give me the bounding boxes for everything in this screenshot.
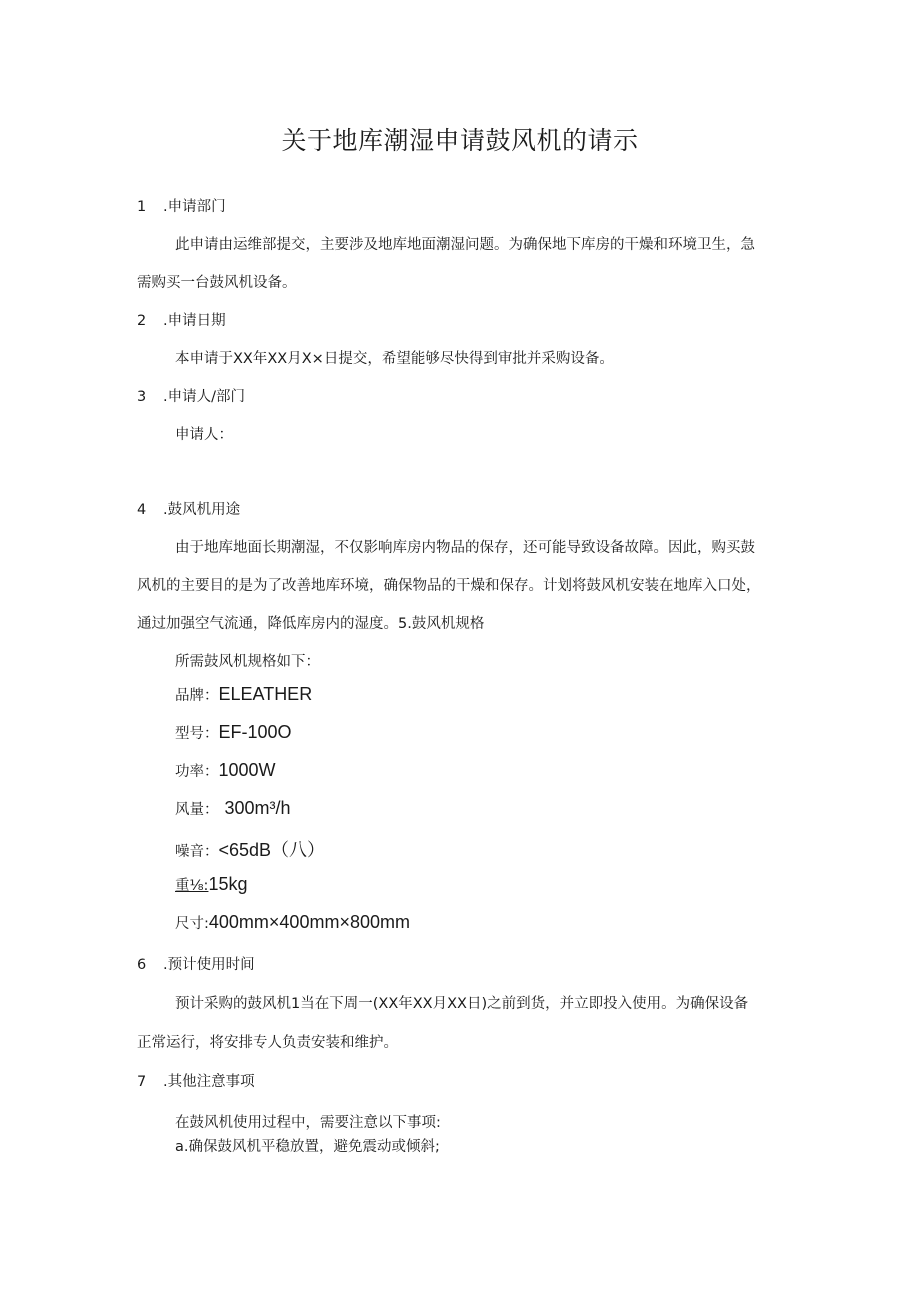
- spec-model-label: 型号：: [175, 726, 219, 742]
- spec-airflow: [175, 798, 291, 819]
- section-1-paragraph-line-1: 此申请由运维部提交，主要涉及地库地面潮湿问题。为确保地下库房的干燥和环境卫生，急: [175, 237, 755, 253]
- section-3-heading: [137, 385, 245, 406]
- spec-airflow-label: 风量：: [175, 802, 219, 818]
- spec-size: [175, 912, 410, 933]
- section-4-paragraph-line-1: 由于地库地面长期潮湿，不仅影响库房内物品的保存，还可能导致设备故障。因此，购买鼓: [175, 540, 755, 556]
- spec-weight-value: 15kg: [208, 874, 248, 894]
- section-2-paragraph: 本申请于XX年XX月X×日提交，希望能够尽快得到审批并采购设备。: [175, 351, 614, 367]
- section-6-paragraph-line-1: 预计采购的鼓风机1当在下周一(XX年XX月XX日)之前到货，并立即投入使用。为确保设备: [175, 996, 749, 1012]
- section-4-paragraph-line-2: 风机的主要目的是为了改善地库环境，确保物品的干燥和保存。计划将鼓风机安装在地库入口处，: [137, 578, 761, 594]
- section-4-heading: [137, 498, 240, 519]
- spec-airflow-value: 300m³/h: [224, 798, 291, 818]
- spec-brand: [175, 684, 312, 705]
- spec-weight-label: 重⅛:: [175, 878, 209, 894]
- section-2-number: 2: [137, 313, 147, 329]
- section-1-paragraph-line-2: 需购买一台鼓风机设备。: [137, 275, 297, 291]
- section-3-number: 3: [137, 389, 147, 405]
- section-2-heading: [137, 309, 226, 330]
- spec-noise: [175, 836, 325, 862]
- section-6-heading: [137, 953, 255, 974]
- section-7-item-a: a.确保鼓风机平稳放置，避免震动或倾斜;: [175, 1139, 440, 1155]
- section-3-title: .申请人/部门: [163, 389, 245, 405]
- spec-intro: 所需鼓风机规格如下：: [175, 654, 320, 670]
- spec-size-label: 尺寸:: [175, 916, 209, 932]
- spec-power-label: 功率：: [175, 764, 219, 780]
- document-title: 关于地库潮湿申请鼓风机的请示: [281, 126, 639, 155]
- section-7-number: 7: [137, 1074, 147, 1090]
- section-4-title: .鼓风机用途: [163, 502, 241, 518]
- spec-model-value: EF-100O: [218, 722, 292, 742]
- section-7-paragraph-line-1: 在鼓风机使用过程中，需要注意以下事项:: [175, 1115, 441, 1131]
- applicant-label: 申请人：: [175, 427, 233, 443]
- spec-power: [175, 760, 276, 781]
- spec-noise-value: <65dB（八）: [218, 840, 326, 860]
- spec-brand-label: 品牌：: [175, 688, 219, 704]
- spec-brand-value: ELEATHER: [218, 684, 313, 704]
- section-4-number: 4: [137, 502, 147, 518]
- section-1-heading: [137, 195, 226, 216]
- section-7-heading: [137, 1070, 255, 1091]
- spec-size-value: 400mm×400mm×800mm: [208, 912, 410, 932]
- spec-power-value: 1000W: [218, 760, 276, 780]
- section-6-paragraph-line-2: 正常运行，将安排专人负责安装和维护。: [137, 1035, 398, 1051]
- spec-weight: [175, 874, 248, 895]
- section-1-title: .申请部门: [163, 199, 226, 215]
- section-2-title: .申请日期: [163, 313, 226, 329]
- section-6-number: 6: [137, 957, 147, 973]
- spec-noise-label: 噪音：: [175, 844, 219, 860]
- spec-model: [175, 722, 292, 743]
- section-7-title: .其他注意事项: [163, 1074, 255, 1090]
- section-1-number: 1: [137, 199, 147, 215]
- section-4-paragraph-line-3: 通过加强空气流通，降低库房内的湿度。5.鼓风机规格: [137, 616, 485, 632]
- section-6-title: .预计使用时间: [163, 957, 255, 973]
